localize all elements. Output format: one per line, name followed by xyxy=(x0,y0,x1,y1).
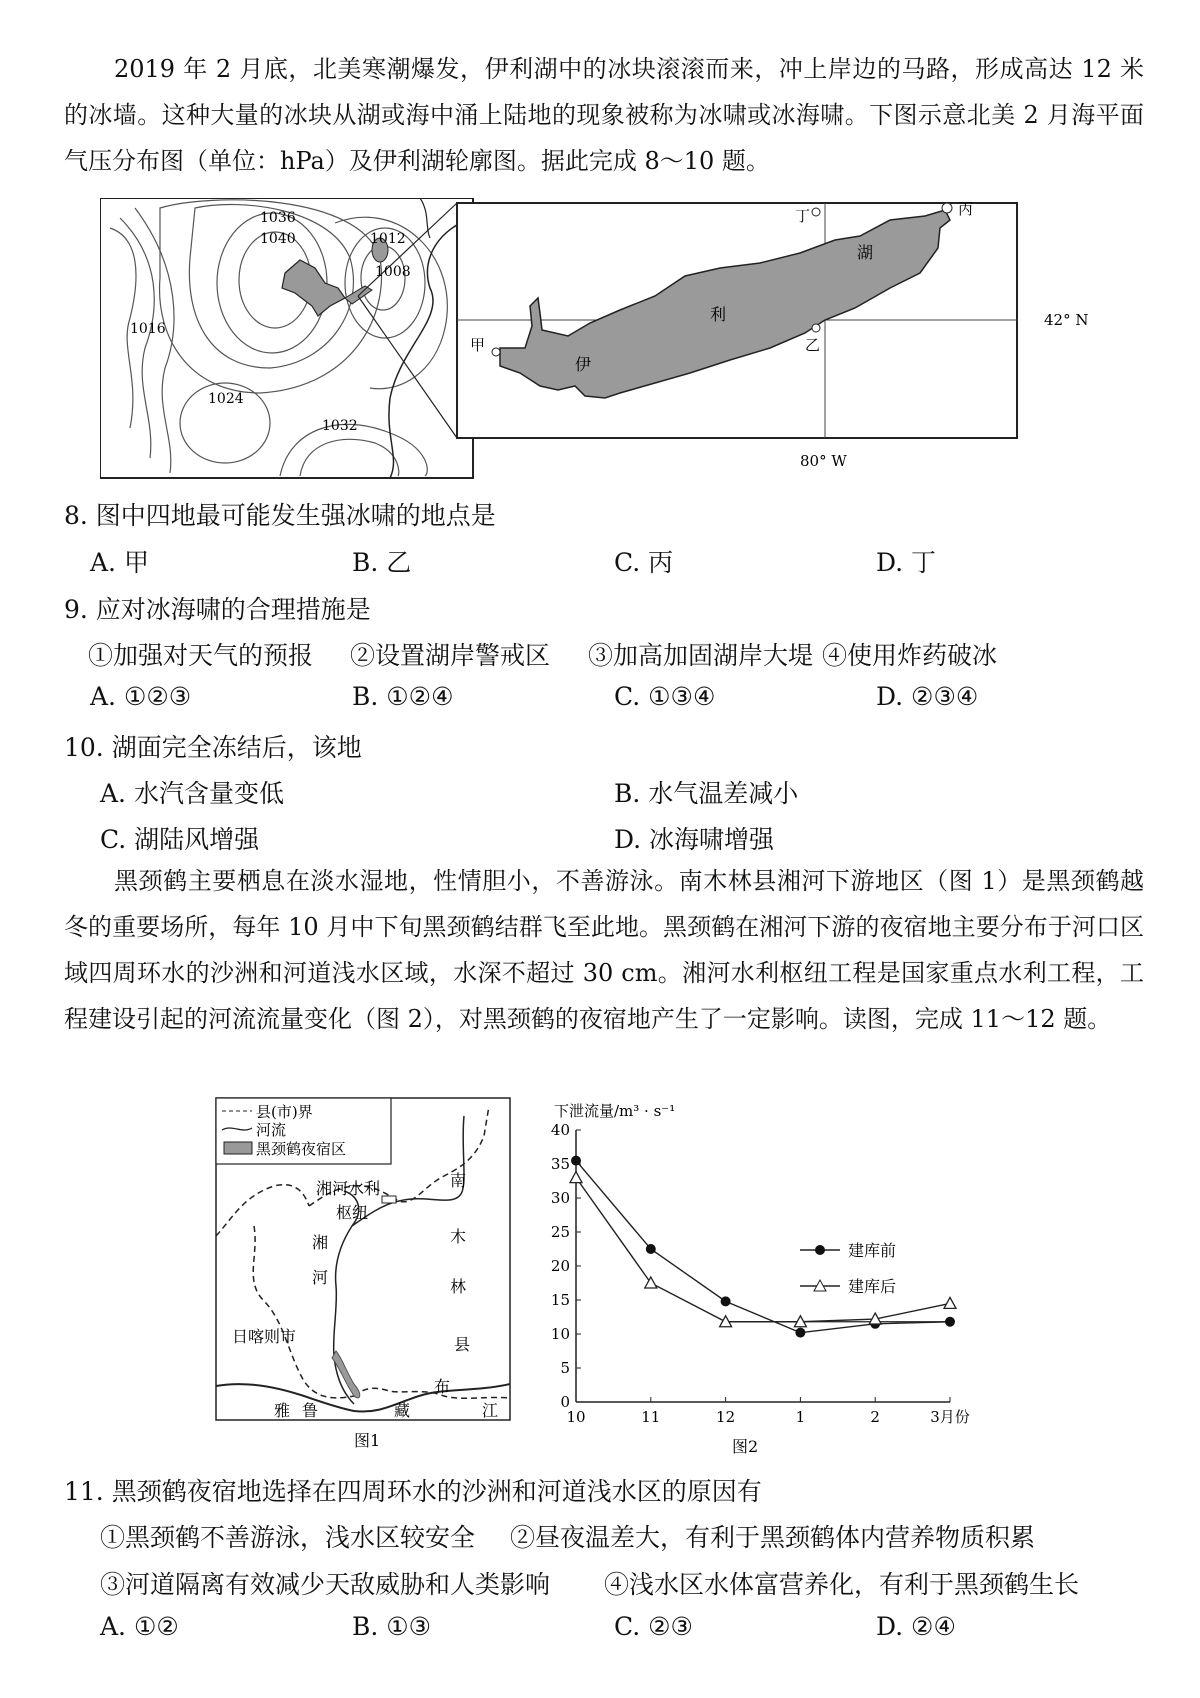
q9-item-3: ③加高加固湖岸大堤 xyxy=(588,641,814,670)
lake-char: 利 xyxy=(710,305,727,324)
data-point-after xyxy=(645,1277,657,1288)
x-tick-label: 1 xyxy=(795,1408,806,1426)
legend-boundary: 县(市)界 xyxy=(256,1103,313,1121)
intro-paragraph-2: 黑颈鹤主要栖息在淡水湿地，性情胆小，不善游泳。南木林县湘河下游地区（图 1）是黑颈鹤越冬的重要场所，每年 10 月中下旬黑颈鹤结群飞至此地。黑颈鹤在湘河下游的夜宿地主要分布于河口区域四周环水的沙洲和河道浅水区域，水深不超过 30 cm。湘河水利枢纽工程是国家重点水利工程，工程建设引起的河流流量变化（图 2），对黑颈鹤的夜宿地产生了一定影响。读图，完成 11～12 题。 xyxy=(64,867,1144,1033)
latitude-label: 42° N xyxy=(1044,311,1089,329)
q11-item-3: ③河道隔离有效减少天敌威胁和人类影响 xyxy=(100,1570,551,1599)
q10-option-a[interactable]: A. 水汽含量变低 xyxy=(100,779,284,808)
chart-ylabel: 下泄流量/m³ · s⁻¹ xyxy=(554,1102,676,1120)
q9-item-1: ①加强对天气的预报 xyxy=(88,641,314,670)
data-point-before xyxy=(646,1244,656,1254)
isobar-label: 1016 xyxy=(130,321,166,337)
legend-crane-area: 黑颈鹤夜宿区 xyxy=(256,1140,347,1158)
legend-label: 建库后 xyxy=(848,1277,897,1296)
question-8-stem: 8. 图中四地最可能发生强冰啸的地点是 xyxy=(64,501,496,530)
data-point-after xyxy=(570,1172,582,1183)
y-tick-label: 20 xyxy=(550,1257,570,1275)
data-point-before xyxy=(945,1317,955,1327)
river-label-2: 河 xyxy=(312,1268,329,1287)
isobar-label: 1040 xyxy=(260,231,296,247)
legend-label: 建库前 xyxy=(848,1241,897,1260)
q10-option-b[interactable]: B. 水气温差减小 xyxy=(614,779,799,808)
data-point-before xyxy=(795,1328,805,1338)
isobar-label: 1036 xyxy=(260,210,296,226)
county-char: 南 xyxy=(450,1171,467,1190)
dam-label-1: 湘河水利 xyxy=(316,1179,381,1198)
question-11-stem: 11. 黑颈鹤夜宿地选择在四周环水的沙洲和河道浅水区的原因有 xyxy=(64,1477,762,1506)
x-tick-label: 12 xyxy=(716,1408,736,1426)
q9-option-b[interactable]: B. ①②④ xyxy=(352,682,454,711)
county-char: 县 xyxy=(454,1335,471,1354)
yarlung-char: 布 xyxy=(434,1377,451,1396)
intro-paragraph-1: 2019 年 2 月底，北美寒潮爆发，伊利湖中的冰块滚滚而来，冲上岸边的马路，形成高达 12 米的冰墙。这种大量的冰块从湖或海中涌上陆地的现象被称为冰啸或冰海啸。下图示意北美 2 月海平面气压分布图（单位：hPa）及伊利湖轮廓图。据此完成 8～10 题。 xyxy=(64,55,1144,175)
x-tick-label: 3月份 xyxy=(930,1408,970,1426)
q11-item-2: ②昼夜温差大，有利于黑颈鹤体内营养物质积累 xyxy=(510,1523,1036,1552)
isobar-label: 1032 xyxy=(322,418,358,434)
isobar-label: 1008 xyxy=(375,264,411,280)
q8-option-d[interactable]: D. 丁 xyxy=(876,548,937,577)
q11-item-1: ①黑颈鹤不善游泳，浅水区较安全 xyxy=(100,1523,476,1552)
point-yi: 乙 xyxy=(805,336,821,354)
q10-option-d[interactable]: D. 冰海啸增强 xyxy=(614,825,775,854)
figure-1-caption: 图1 xyxy=(354,1431,381,1450)
pressure-lake-map xyxy=(100,198,1100,483)
q9-option-a[interactable]: A. ①②③ xyxy=(90,682,192,711)
point-bing: 丙 xyxy=(958,200,974,218)
figure-1-map xyxy=(214,1096,514,1456)
point-jia: 甲 xyxy=(470,336,486,354)
x-tick-label: 2 xyxy=(870,1408,880,1426)
y-tick-label: 25 xyxy=(550,1223,570,1241)
data-point-before xyxy=(721,1296,731,1306)
q9-item-4: ④使用炸药破冰 xyxy=(822,641,998,670)
yarlung-char: 鲁 xyxy=(302,1401,319,1420)
x-tick-label: 11 xyxy=(641,1408,661,1426)
q9-option-d[interactable]: D. ②③④ xyxy=(876,682,979,711)
yarlung-char: 江 xyxy=(482,1401,499,1420)
q11-option-b[interactable]: B. ①③ xyxy=(352,1612,432,1641)
lake-char: 伊 xyxy=(575,355,592,374)
data-point-after xyxy=(944,1297,956,1308)
y-tick-label: 5 xyxy=(560,1359,570,1377)
q9-option-c[interactable]: C. ①③④ xyxy=(614,682,716,711)
y-tick-label: 0 xyxy=(560,1393,570,1411)
county-char: 木 xyxy=(450,1227,467,1246)
x-tick-label: 10 xyxy=(566,1408,586,1426)
question-9-stem: 9. 应对冰海啸的合理措施是 xyxy=(64,595,371,624)
yarlung-char: 雅 xyxy=(274,1401,291,1420)
isobar-label: 1012 xyxy=(370,231,406,247)
longitude-label: 80° W xyxy=(800,452,847,470)
dam-label-2: 枢纽 xyxy=(336,1203,369,1222)
point-ding: 丁 xyxy=(795,207,811,225)
question-10-stem: 10. 湖面完全冻结后，该地 xyxy=(64,733,362,762)
q10-option-c[interactable]: C. 湖陆风增强 xyxy=(100,825,260,854)
city-label: 日喀则市 xyxy=(232,1327,297,1346)
y-tick-label: 15 xyxy=(550,1291,570,1309)
county-char: 林 xyxy=(450,1277,467,1296)
y-tick-label: 35 xyxy=(550,1155,570,1173)
figure-2-caption: 图2 xyxy=(732,1437,759,1456)
y-tick-label: 10 xyxy=(550,1325,570,1343)
yarlung-char: 藏 xyxy=(394,1401,411,1420)
y-tick-label: 30 xyxy=(550,1189,570,1207)
q11-option-c[interactable]: C. ②③ xyxy=(614,1612,693,1641)
q9-item-2: ②设置湖岸警戒区 xyxy=(350,641,551,670)
q8-option-a[interactable]: A. 甲 xyxy=(90,548,149,577)
lake-char: 湖 xyxy=(857,243,874,262)
figure-2-chart xyxy=(540,1100,1000,1456)
q11-item-4: ④浅水区水体富营养化，有利于黑颈鹤生长 xyxy=(604,1570,1080,1599)
q8-option-c[interactable]: C. 丙 xyxy=(614,548,674,577)
isobar-label: 1024 xyxy=(208,391,244,407)
q11-option-a[interactable]: A. ①② xyxy=(100,1612,179,1641)
data-point-before xyxy=(571,1156,581,1166)
legend-marker xyxy=(815,1245,825,1255)
q8-option-b[interactable]: B. 乙 xyxy=(352,548,412,577)
q11-option-d[interactable]: D. ②④ xyxy=(876,1612,956,1641)
legend-river: 河流 xyxy=(256,1121,287,1139)
y-tick-label: 40 xyxy=(550,1121,570,1139)
river-label-1: 湘 xyxy=(312,1233,329,1252)
